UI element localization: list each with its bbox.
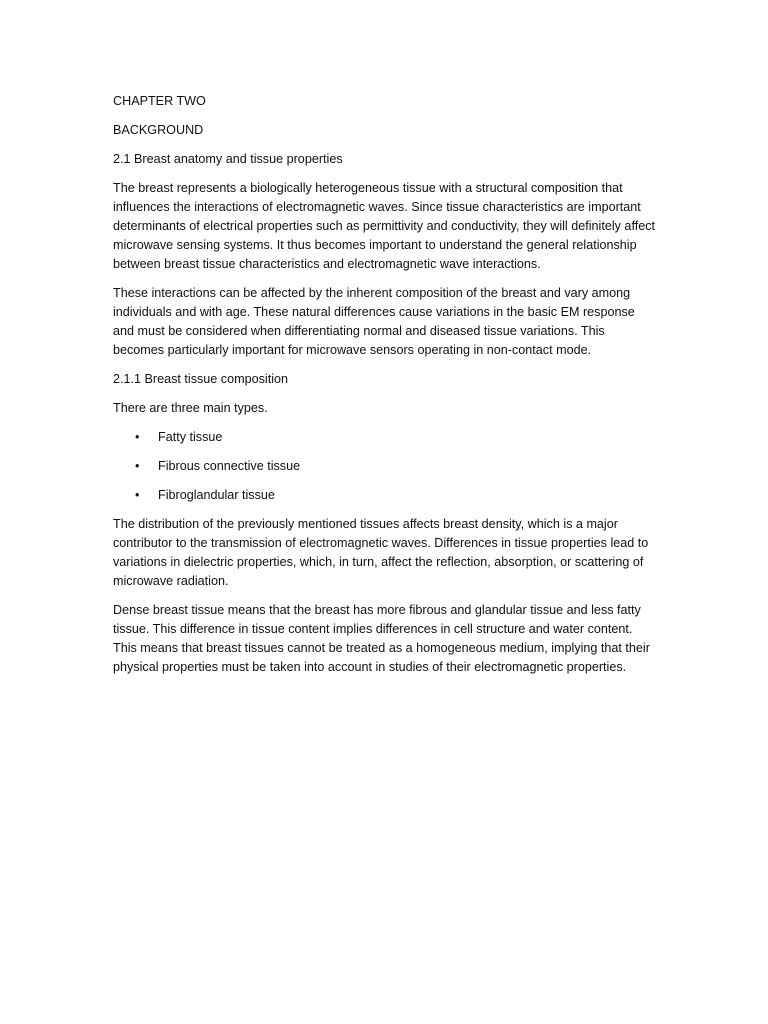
list-item-text: Fibrous connective tissue — [158, 459, 301, 473]
section-heading: BACKGROUND — [113, 123, 204, 137]
bullet-icon: • — [135, 430, 140, 444]
subsubsection-title: 2.1.1 Breast tissue composition — [113, 372, 289, 386]
document-page — [113, 92, 658, 687]
list-item — [113, 428, 658, 447]
body-paragraph-3: The distribution of the previously mentioned tissues affects breast density, which is a major contributor to the transmission of electromagnetic waves. Differences in tissue properties lead to variations in dielectric properties, which, in turn, affect the reflection, absorption, or scattering of microwave radiation. — [113, 517, 649, 588]
body-paragraph-1: The breast represents a biologically heterogeneous tissue with a structural composition that influences the interactions of electromagnetic waves. Since tissue characteristics are important determinants of electrical properties such as permittivity and conductivity, they will definitely affect microwave sensing systems. It thus becomes important to understand the general relationship between breast tissue characteristics and electromagnetic wave interactions. — [113, 181, 656, 271]
bullet-icon: • — [135, 459, 140, 473]
bullet-icon: • — [135, 488, 140, 502]
list-item-text: Fatty tissue — [158, 430, 223, 444]
tissue-type-list — [113, 428, 658, 505]
list-item — [113, 486, 658, 505]
body-paragraph-4: Dense breast tissue means that the breast has more fibrous and glandular tissue and less fatty tissue. This difference in tissue content implies differences in cell structure and water content. This means that breast tissues cannot be treated as a homogeneous medium, implying that their physical properties must be taken into account in studies of their electromagnetic properties. — [113, 603, 650, 674]
list-item-text: Fibroglandular tissue — [158, 488, 275, 502]
chapter-label: CHAPTER TWO — [113, 94, 206, 108]
subsection-title: 2.1 Breast anatomy and tissue properties — [113, 152, 343, 166]
list-item — [113, 457, 658, 476]
body-paragraph-2: These interactions can be affected by the inherent composition of the breast and vary among individuals and with age. These natural differences cause variations in the basic EM response and must be considered when differentiating normal and diseased tissue variations. This becomes particularly important for microwave sensors operating in non-contact mode. — [113, 286, 635, 357]
list-intro: There are three main types. — [113, 401, 268, 415]
